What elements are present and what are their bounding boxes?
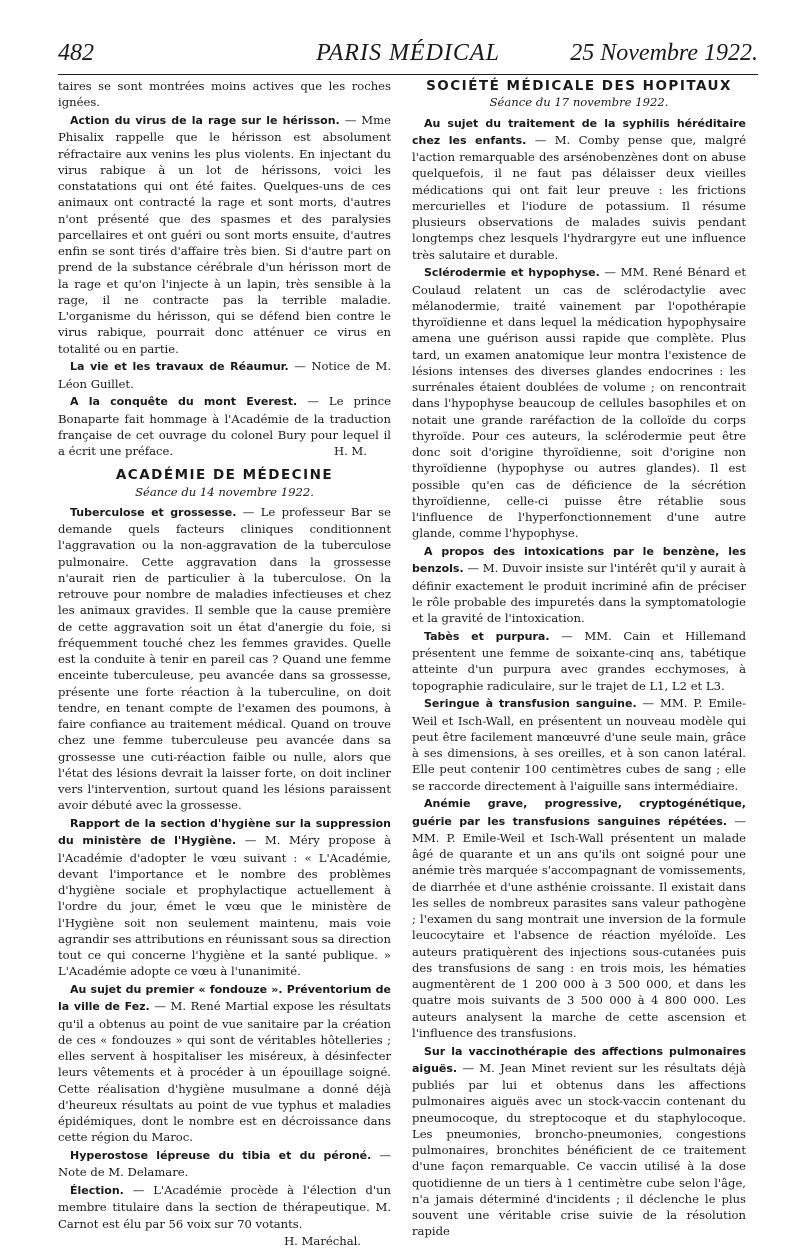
article-body: Notice de M. Léon Guillet. (58, 359, 392, 391)
article-body: Mme Phisalix rappelle que le hérisson est absolument réfractaire aux venins les plus violents. En injectant du virus rabique à un lot de hérissons, voici les constatations qui ont été faites. Quelques-uns de ces animaux ont contracté la rage et sont morts, d'autres n'ont présenté que des spasmes et des paralysies parcellaires et ont guéri ou sont morts ensuite, d'autres enfin se sont tirés d'affaire très bien. Si d'autre part on prend de la substance cérébrale d'un hérisson mort de la rage et qu'on l'injecte à un lapin, très sensible à la rage, il ne contracte pas la terrible maladie. L'organisme du hérisson, qui se défend bien contre le virus rabique, pourrait donc atténuer ce virus en totalité ou en partie. (58, 113, 391, 356)
article-title: Rapport de la section d'hygiène sur la suppression du ministère de l'Hygiène. (58, 817, 391, 848)
article-reaumur: La vie et les travaux de Réaumur. — Notice de M. Léon Guillet. (58, 359, 392, 391)
article-body: Note de M. Delamare. (58, 1165, 189, 1180)
article-everest: A la conquête du mont Everest. — Le prince Bonaparte fait hommage à l'Académie de la traduction française de cet ouvrage du colonel Bury pour lequel il a écrit une préface. H. M. (58, 394, 391, 458)
article-fondouze: Au sujet du premier « fondouze ». Préventorium de la ville de Fez. — M. René Martial expose les résultats qu'il a obtenus au point de vue sanitaire par la création de ces « fondouzes » qui sont de véritables hôtelleries ; elles servent à hospitaliser les miséreux, à désinfecter leurs vêtements et à procéder à un épouillage soigné. Cette réalisation d'hygiène musulmane a donné déjà d'heureux résultats au point de vue typhus et maladies épidémiques, dont le nombre est en décroissance dans cette région du Maroc. (58, 983, 391, 1145)
article-rage: Action du virus de la rage sur le hérisson. — Mme Phisalix rappelle que le hérisson est absolument réfractaire aux venins les plus violents. En injectant du virus rabique à un lot de hérissons, voici les constatations qui ont été faites. Quelques-uns de ces animaux ont contracté la rage et sont morts, d'autres n'ont présenté que des spasmes et des paralysies parcellaires et ont guéri ou sont morts ensuite, d'autres enfin se sont tirés d'affaire très bien. Si d'autre part on prend de la substance cérébrale d'un hérisson mort de la rage et qu'on l'injecte à un lapin, très sensible à la rage, il ne contracte pas la terrible maladie. L'organisme du hérisson, qui se défend bien contre le virus rabique, pourrait donc atténuer ce virus en totalité ou en partie. (58, 113, 391, 356)
article-title: Sur la vaccinothérapie des affections pulmonaires aiguës. (412, 1044, 746, 1075)
page-header (58, 40, 758, 75)
section-title-societe: SOCIÉTÉ MÉDICALE DES HOPITAUX (426, 78, 732, 94)
article-body: Le prince Bonaparte fait hommage à l'Académie de la traduction française de cet ouvrage du colonel Bury pour lequel il a écrit une préface. (58, 394, 391, 458)
article-vaccinotherapie: Sur la vaccinothérapie des affections pulmonaires aiguës. — M. Jean Minet revient sur les résultats déjà publiés par lui et obtenus dans les affections pulmonaires aiguës avec un stock-vaccin contenant du pneumocoque, du streptocoque et du staphylocoque. Les pneumonies, broncho-pneumonies, congestions pulmonaires, bronchites bénéficient de ce traitement d'une façon remarquable. Ce vaccin utilisé à la dose quotidienne de un tiers à 1 centimètre cube selon l'âge, n'a jamais déterminé d'incidents ; il déclenche le plus souvent une véritable crise suivie de la résolution rapide (412, 1044, 746, 1239)
article-sclerodermie: Sclérodermie et hypophyse. — MM. René Bénard et Coulaud relatent un cas de sclérodactylie avec mélanodermie, traité vainement par l'opothérapie thyroïdienne et dans lequel la médication hypophysaire amena une guérison aussi rapide que complète. Plus tard, un examen anatomique leur montra l'existence de lésions intenses des diverses glandes endocrines : les surrénales étaient doublées de volume ; on rencontrait dans l'hypophyse beaucoup de cellules basophiles et on notait une grande raréfaction de la colloïde du corps thyroïde. Pour ces auteurs, la sclérodermie peut être donc soit d'origine thyroïdienne, soit d'origine non thyroïdienne (hypophyse ou autres glandes). Il est possible qu'en cas de déficience de la sécrétion thyroïdienne, celle-ci puisse être rétablie sous l'influence de l'hyperfonctionnement d'une autre glande, comme l'hypophyse. (412, 265, 746, 541)
article-body: Le professeur Bar se demande quels facteurs cliniques conditionnent l'aggravation ou la non-aggravation de la tuberculose pulmonaire. Cette aggravation dans la grossesse n'aurait rien de particulier à la tuberculose. On la retrouve pour nombre de maladies infectieuses et chez les animaux gravides. Il semble que la cause première de cette aggravation soit un état d'anergie du foie, si fréquemment touché chez les femmes gravides. Quelle est la conduite à tenir en pareil cas ? Quand une femme enceinte tuberculeuse, peu avancée dans sa grossesse, présente une forte réaction à la tuberculine, on doit tendre, en tenant compte de l'examen des poumons, à faire confiance au traitement médical. Quand on trouve chez une femme tuberculeuse peu avancée dans sa grossesse une cuti-réaction faible ou nulle, alors que l'état des lésions devrait la laisser forte, on doit incliner vers l'intervention, surtout quand les lésions paraissent avoir débuté avec la grossesse. (58, 504, 391, 813)
article-title: Tuberculose et grossesse. (70, 505, 237, 519)
article-title: Élection. (70, 1184, 124, 1197)
signature: H. Maréchal. (284, 1234, 361, 1249)
paragraph-continuation: taires se sont montrées moins actives que les roches ignées. (58, 79, 391, 110)
article-title: Hyperostose lépreuse du tibia et du péroné. (70, 1149, 372, 1162)
article-benzene: A propos des intoxications par le benzène, les benzols. — M. Duvoir insiste sur l'intérêt qu'il y aurait à définir exactement le produit incriminé afin de préciser le rôle probable des impuretés dans la symptomatologie et la gravité de l'intoxication. (412, 545, 746, 625)
section-date-societe: Séance du 17 novembre 1922. (489, 95, 669, 110)
article-seringue: Seringue à transfusion sanguine. — MM. P. Emile-Weil et Isch-Wall, en présentent un nouveau modèle qui peut être facilement manœuvré d'une seule main, grâce à ses dimensions, à ses oreilles, et à son canon latéral. Elle peut contenir 100 centimètres cubes de sang ; elle se raccorde directement à l'aiguille sans intermédiaire. (412, 696, 746, 793)
article-body: M. Jean Minet revient sur les résultats déjà publiés par lui et obtenus dans les affections pulmonaires aiguës avec un stock-vaccin contenant du pneumocoque, du streptocoque et du staphylocoque. Les pneumonies, broncho-pneumonies, congestions pulmonaires, bronchites bénéficient de ce traitement d'une façon remarquable. Ce vaccin utilisé à la dose quotidienne de un tiers à 1 centimètre cube selon l'âge, n'a jamais déterminé d'incidents ; il déclenche le plus souvent une véritable crise suivie de la résolution rapide (412, 1060, 746, 1239)
article-title: La vie et les travaux de Réaumur. (70, 360, 289, 374)
section-title-academie: ACADÉMIE DE MÉDECINE (115, 467, 334, 484)
article-hyperostose: Hyperostose lépreuse du tibia et du péroné. — Note de M. Delamare. (58, 1148, 391, 1180)
article-title: Anémie grave, progressive, cryptogénétique, guérie par les transfusions sanguines répétées. (412, 797, 746, 828)
article-body: M. René Martial expose les résultats qu'il a obtenus au point de vue sanitaire par la création de ces « fondouzes » qui sont de véritables hôtelleries ; elles servent à hospitaliser les miséreux, à désinfecter leurs vêtements et à procéder à un épouillage soigné. Cette réalisation d'hygiène musulmane a donné déjà d'heureux résultats au point de vue typhus et maladies épidémiques, dont le nombre est en décroissance dans cette région du Maroc. (58, 999, 391, 1145)
article-tuberculose: Tuberculose et grossesse. — Le professeur Bar se demande quels facteurs cliniques conditionnent l'aggravation ou la non-aggravation de la tuberculose pulmonaire. Cette aggravation dans la grossesse n'aurait rien de particulier à la tuberculose. On la retrouve pour nombre de maladies infectieuses et chez les animaux gravides. Il semble que la cause première de cette aggravation soit un état d'anergie du foie, si fréquemment touché chez les femmes gravides. Quelle est la conduite à tenir en pareil cas ? Quand une femme enceinte tuberculeuse, peu avancée dans sa grossesse, présente une forte réaction à la tuberculine, on doit tendre, en tenant compte de l'examen des poumons, à faire confiance au traitement médical. Quand on trouve chez une femme tuberculeuse peu avancée dans sa grossesse une cuti-réaction faible ou nulle, alors que l'état des lésions devrait la laisser forte, on doit incliner vers l'intervention, surtout quand les lésions paraissent avoir débuté avec la grossesse. (58, 504, 391, 813)
article-tabes: Tabès et purpura. — MM. Cain et Hillemand présentent une femme de soixante-cinq ans, tabétique atteinte d'un purpura avec grandes ecchymoses, à topographie radiculaire, sur le trajet de L1, L2 et L3. (412, 628, 746, 693)
article-syphilis: Au sujet du traitement de la syphilis héréditaire chez les enfants. — M. Comby pense que, malgré l'action remarquable des arsénobenzènes dont on abuse quelquefois, il ne faut pas délaisser deux vieilles médications qui ont fait leur preuve : les frictions mercurielles et l'iodure de potassium. Il résume plusieurs observations de malades suivis pendant longtemps chez lesquels l'hydrargyre eut une influence très salutaire et durable. (412, 116, 746, 262)
article-election: Élection. — L'Académie procède à l'élection d'un membre titulaire dans la section de thérapeutique. M. Carnot est élu par 56 voix sur 70 votants. (58, 1183, 392, 1231)
right-column (412, 78, 746, 1241)
article-body: MM. P. Emile-Weil et Isch-Wall, en présentent un nouveau modèle qui peut être facilement manœuvré d'une seule main, grâce à ses dimensions, à ses oreilles, et à son canon latéral. Elle peut contenir 100 centimètres cubes de sang ; elle se raccorde directement à l'aiguille sans intermédiaire. (412, 696, 746, 793)
article-body: MM. Cain et Hillemand présentent une femme de soixante-cinq ans, tabétique atteinte d'un purpura avec grandes ecchymoses, à topographie radiculaire, sur le trajet de L1, L2 et L3. (412, 628, 746, 693)
article-title: A propos des intoxications par le benzène, les benzols. (412, 545, 746, 576)
article-anemie: Anémie grave, progressive, cryptogénétique, guérie par les transfusions sanguines répétées. — MM. P. Emile-Weil et Isch-Wall présentent un malade âgé de quarante et un ans qu'ils ont soigné pour une anémie très marquée s'accompagnant de vomissements, de diarrhée et d'une asthénie croissante. Il existait dans les selles de nombreux parasites sans valeur pathogène ; l'examen du sang montrait une inversion de la formule leucocytaire et l'absence de réaction myéloïde. Les auteurs pratiquèrent des injections sous-cutanées puis des transfusions de sang : en trois mois, les hématies augmentèrent de 1 200 000 à 3 500 000, et dans les quatre mois suivants de 3 500 000 à 4 800 000. Les auteurs analysent la marche de cette ascension et l'influence des transfusions. (412, 797, 746, 1040)
issue-date: 25 Novembre 1922. (570, 40, 758, 66)
left-column (58, 78, 391, 1251)
journal-title: PARIS MÉDICAL (316, 40, 500, 66)
article-title: A la conquête du mont Everest. (70, 395, 298, 409)
page-number: 482 (58, 40, 94, 66)
article-title: Seringue à transfusion sanguine. (424, 697, 637, 711)
article-body: M. Méry propose à l'Académie d'adopter le vœu suivant : « L'Académie, devant l'importance et le nombre des problèmes d'hygiène sociale et prophylactique actuellement à l'ordre du jour, émet le vœu que le ministère de l'Hygiène soit non seulement maintenu, mais voie agrandir ses attributions en réunissant sous sa direction tout ce qui concerne l'hygiène et la santé publique. » L'Académie adopte ce vœu à l'unanimité. (58, 833, 392, 979)
article-title: Au sujet du premier « fondouze ». Préventorium de la ville de Fez. (58, 983, 391, 1014)
article-title: Sclérodermie et hypophyse. (424, 266, 600, 280)
section-date-academie: Séance du 14 novembre 1922. (135, 484, 314, 499)
article-hygiene: Rapport de la section d'hygiène sur la suppression du ministère de l'Hygiène. — M. Méry propose à l'Académie d'adopter le vœu suivant : « L'Académie, devant l'importance et le nombre des problèmes d'hygiène sociale et prophylactique actuellement à l'ordre du jour, émet le vœu que le ministère de l'Hygiène soit non seulement maintenu, mais voie agrandir ses attributions en réunissant sous sa direction tout ce qui concerne l'hygiène et la santé publique. » L'Académie adopte ce vœu à l'unanimité. (58, 817, 392, 979)
article-body: L'Académie procède à l'élection d'un membre titulaire dans la section de thérapeutique. M. Carnot est élu par 56 voix sur 70 votants. (58, 1183, 392, 1231)
article-body: M. Duvoir insiste sur l'intérêt qu'il y aurait à définir exactement le produit incriminé afin de préciser le rôle probable des impuretés dans la symptomatologie et la gravité de l'intoxication. (412, 561, 746, 625)
article-body: MM. P. Emile-Weil et Isch-Wall présentent un malade âgé de quarante et un ans qu'ils ont soigné pour une anémie très marquée s'accompagnant de vomissements, de diarrhée et d'une asthénie croissante. Il existait dans les selles de nombreux parasites sans valeur pathogène ; l'examen du sang montrait une inversion de la formule leucocytaire et l'absence de réaction myéloïde. Les auteurs pratiquèrent des injections sous-cutanées puis des transfusions de sang : en trois mois, les hématies augmentèrent de 1 200 000 à 3 500 000, et dans les quatre mois suivants de 3 500 000 à 4 800 000. Les auteurs analysent la marche de cette ascension et l'influence des transfusions. (412, 830, 746, 1040)
article-body: M. Comby pense que, malgré l'action remarquable des arsénobenzènes dont on abuse quelquefois, il ne faut pas délaisser deux vieilles médications qui ont fait leur preuve : les frictions mercurielles et l'iodure de potassium. Il résume plusieurs observations de malades suivis pendant longtemps chez lesquels l'hydrargyre eut une influence très salutaire et durable. (412, 132, 746, 262)
article-body: MM. René Bénard et Coulaud relatent un cas de sclérodactylie avec mélanodermie, traité vainement par l'opothérapie thyroïdienne et dans lequel la médication hypophysaire amena une guérison aussi rapide que complète. Plus tard, un examen anatomique leur montra l'existence de lésions intenses des diverses glandes endocrines : les surrénales étaient doublées de volume ; on rencontrait dans l'hypophyse beaucoup de cellules basophiles et on notait une grande raréfaction de la colloïde du corps thyroïde. Pour ces auteurs, la sclérodermie peut être donc soit d'origine thyroïdienne, soit d'origine non thyroïdienne (hypophyse ou autres glandes). Il est possible qu'en cas de déficience de la sécrétion thyroïdienne, celle-ci puisse être rétablie sous l'influence de l'hyperfonctionnement d'une autre glande, comme l'hypophyse. (412, 265, 746, 541)
article-title: Tabès et purpura. (424, 629, 550, 643)
signature: H. M. (333, 444, 367, 458)
article-title: Au sujet du traitement de la syphilis héréditaire chez les enfants. (412, 116, 746, 147)
article-title: Action du virus de la rage sur le hérisson. (70, 114, 340, 127)
